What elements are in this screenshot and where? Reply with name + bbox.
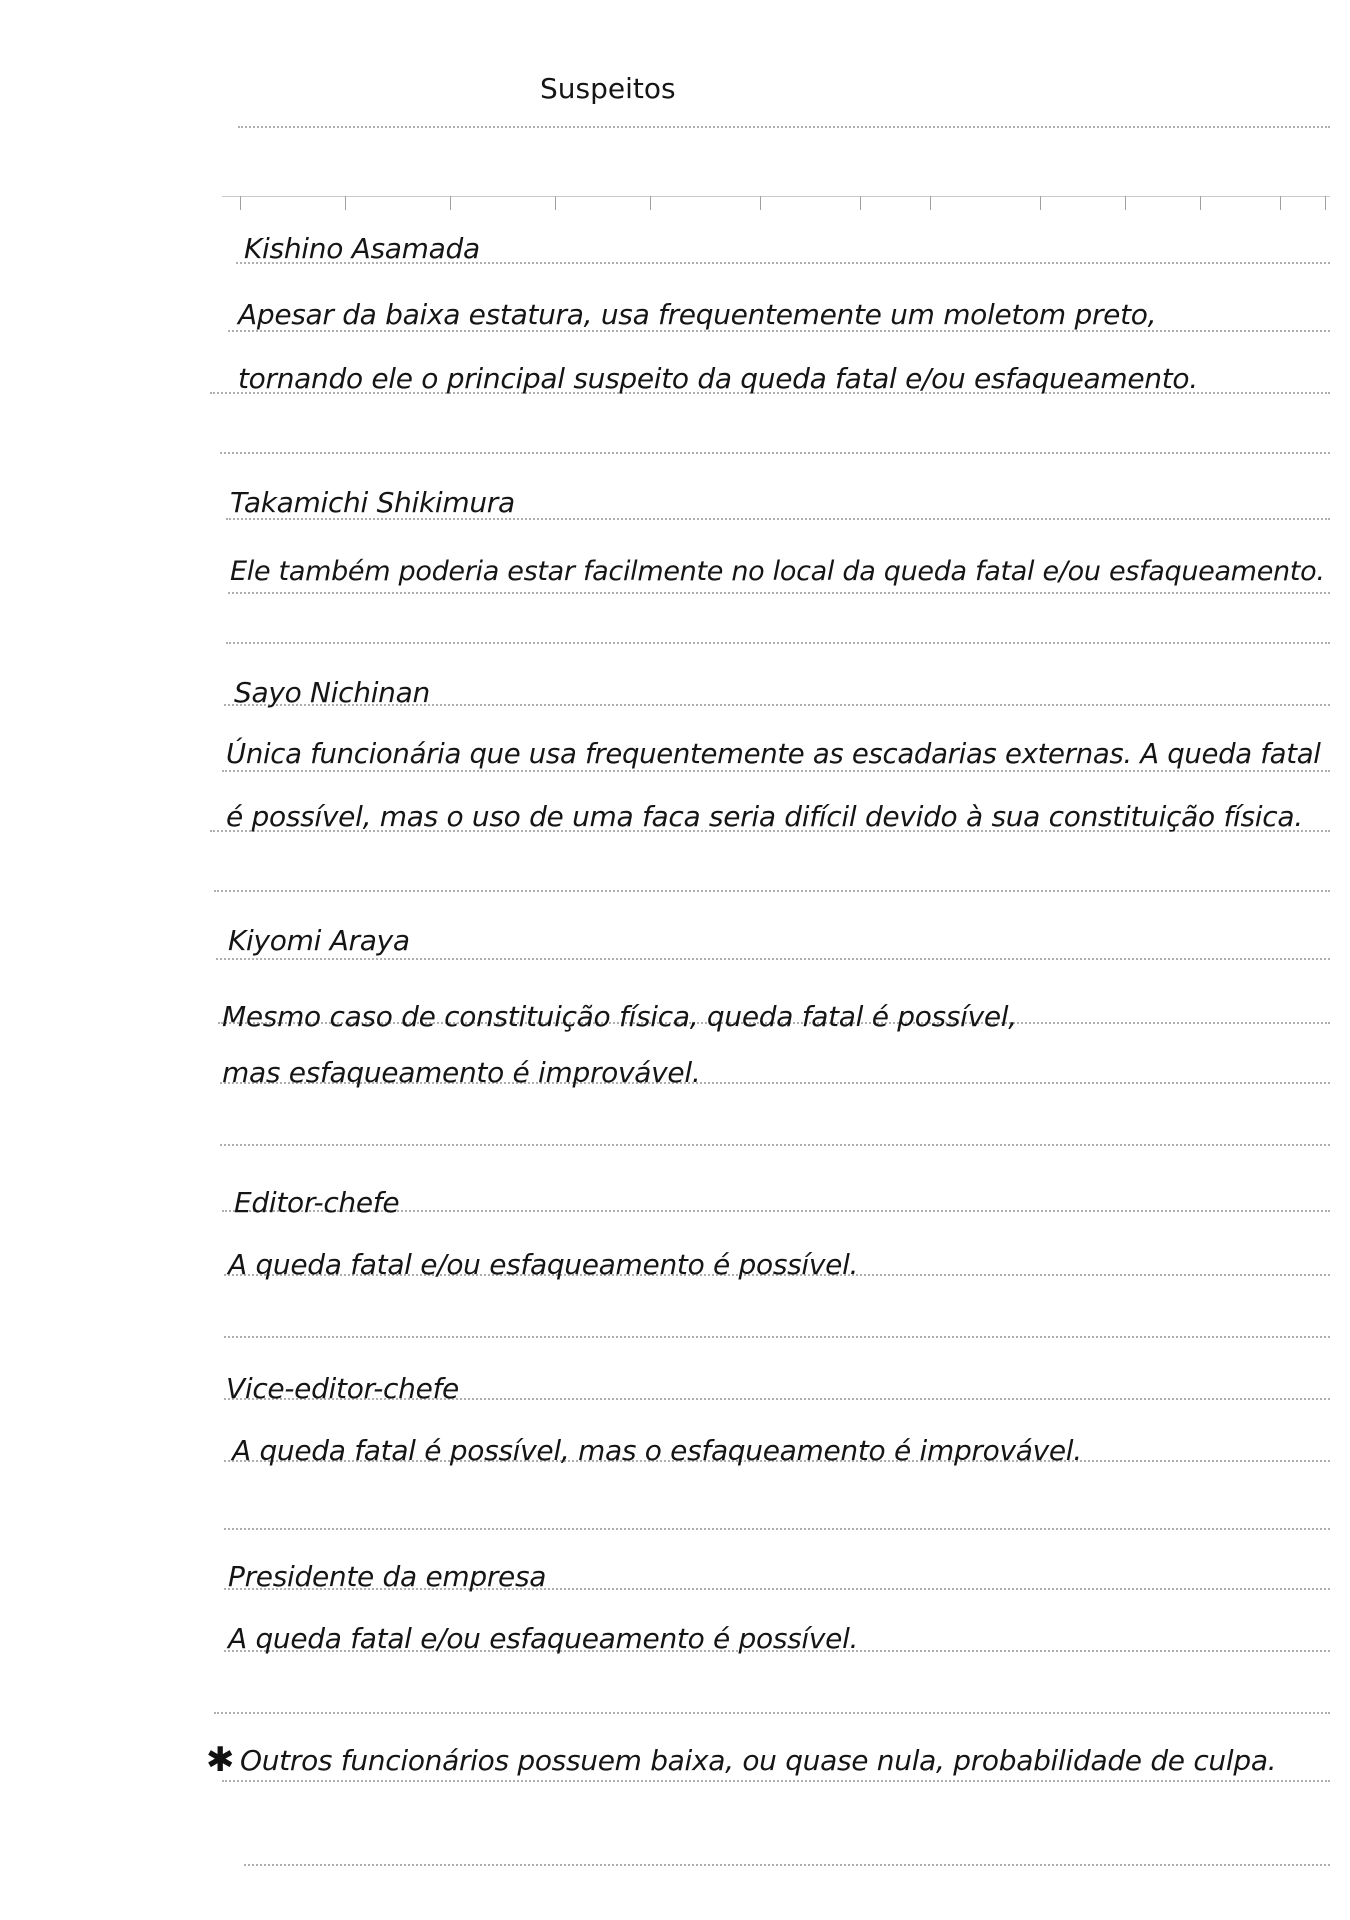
suspect-name: Editor-chefe bbox=[234, 1186, 400, 1219]
rule-line bbox=[244, 1864, 1330, 1866]
suspect-description-line: Ele também poderia estar facilmente no local da queda fatal e/ou esfaqueamento. bbox=[230, 556, 1325, 587]
suspect-name: Kishino Asamada bbox=[244, 232, 480, 265]
suspect-name: Kiyomi Araya bbox=[228, 924, 410, 957]
rule-line bbox=[214, 1712, 1330, 1714]
rule-line bbox=[214, 890, 1330, 892]
suspect-description-line: Apesar da baixa estatura, usa frequentemente um moletom preto, bbox=[238, 298, 1157, 331]
suspect-description-line: A queda fatal e/ou esfaqueamento é possível. bbox=[228, 1248, 859, 1281]
rule-line bbox=[220, 1144, 1330, 1146]
suspect-name: Sayo Nichinan bbox=[234, 676, 430, 709]
ruler-ticks bbox=[240, 196, 1330, 218]
rule-line bbox=[222, 770, 1330, 772]
suspect-description-line: tornando ele o principal suspeito da queda fatal e/ou esfaqueamento. bbox=[238, 362, 1198, 395]
page-title: Suspeitos bbox=[540, 72, 676, 105]
rule-line bbox=[224, 1336, 1330, 1338]
suspect-description-line: A queda fatal e/ou esfaqueamento é possível. bbox=[228, 1622, 859, 1655]
rule-line bbox=[222, 1780, 1330, 1782]
suspect-description-line: A queda fatal é possível, mas o esfaqueamento é improvável. bbox=[232, 1434, 1082, 1467]
suspect-name: Takamichi Shikimura bbox=[230, 486, 515, 519]
suspect-name: Presidente da empresa bbox=[228, 1560, 547, 1593]
suspect-name: Vice-editor-chefe bbox=[226, 1372, 459, 1405]
rule-line bbox=[238, 126, 1330, 128]
rule-line bbox=[226, 642, 1330, 644]
suspect-description-line: Mesmo caso de constituição física, queda fatal é possível, bbox=[222, 1000, 1017, 1033]
rule-line bbox=[228, 592, 1330, 594]
rule-line bbox=[216, 958, 1330, 960]
asterisk-icon: ✱ bbox=[206, 1740, 235, 1780]
rule-line bbox=[224, 1528, 1330, 1530]
footnote-text: Outros funcionários possuem baixa, ou quase nula, probabilidade de culpa. bbox=[240, 1744, 1277, 1777]
suspect-description-line: Única funcionária que usa frequentemente as escadarias externas. A queda fatal bbox=[226, 738, 1321, 770]
suspect-description-line: mas esfaqueamento é improvável. bbox=[222, 1056, 701, 1089]
rule-line bbox=[220, 452, 1330, 454]
suspect-description-line: é possível, mas o uso de uma faca seria difícil devido à sua constituição física. bbox=[226, 800, 1303, 833]
